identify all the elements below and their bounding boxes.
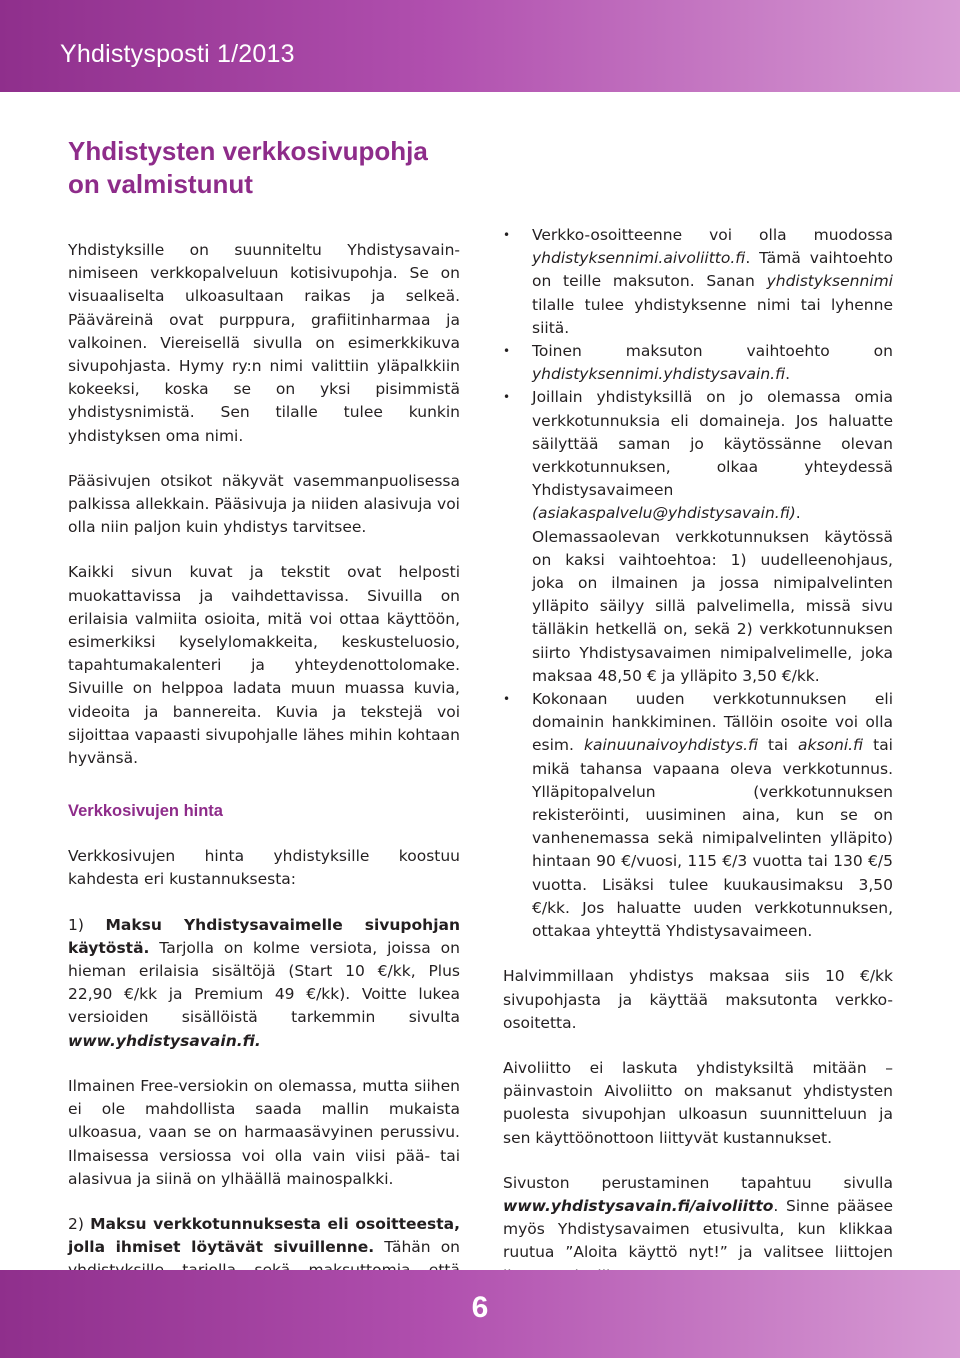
list-item [503,688,893,943]
price-subheading: Verkkosivujen hinta [68,802,223,821]
domain-options-list [503,224,893,943]
price-intro-paragraph: Verkkosivujen hinta yhdistyksille koostuu kahdesta eri kustannuksesta: [68,847,460,889]
cheapest-paragraph: Halvimmillaan yhdistys maksaa siis 10 €/kk sivupohjasta ja käyttää maksutonta verkko-osoitetta. [503,967,893,1032]
bullet-icon: • [503,390,511,405]
article-title-line1: Yhdistysten verkkosivupohja [68,136,428,166]
list-item [503,386,893,688]
cost-2-text: Tähän on [384,1238,460,1257]
cost-2-heading: Maksu verkkotunnuksesta eli osoitteesta, jolla ihmiset löytävät sivuillenne. [68,1214,460,1257]
article-title [68,135,460,201]
cost-2-number: 2) [68,1214,91,1233]
article-title-line2: on valmistunut [68,169,253,199]
setup-paragraph: Sivuston perustaminen tapahtuu sivulla www.yhdistysavain.fi/aivoliitto. Sinne pääsee myös Yhdistysavaimen etusivulta, kun klikkaa ruutua ”Aloita käyttö nyt!” ja valitsee liittojen [503,1173,893,1262]
bullet-icon: • [503,344,511,359]
list-item [503,224,893,340]
right-column [503,224,893,1288]
cost-1-text: Tarjolla on kolme versiota, joissa on hieman erilaisia sisältöjä (Start 10 €/kk, Plus 22,90 €/kk ja Premium 49 €/kk). Voitte lukea versioiden sisällöistä tarkemmin sivulta [68,938,460,1027]
free-version-paragraph: Ilmainen Free-versiokin on olemassa, mutta siihen ei ole mahdollista saada mallin mukaista ulkoasua, vaan se on harmaasävyinen perussivu. Ilmaisessa versiossa voi olla vain viisi pää- tai alasivua ja siinä on ylhäällä mainospalkki. [68,1076,460,1188]
left-column [68,135,460,1306]
cost-1-paragraph [68,914,460,1053]
cost-1-heading: Maksu Yhdistysavaimelle sivupohjan käytöstä. [68,915,460,957]
aivoliitto-setup-link[interactable]: www.yhdistysavain.fi/aivoliitto [503,1196,774,1215]
editing-paragraph: Kaikki sivun kuvat ja tekstit ovat helposti muokattavissa ja vaihdettavissa. Sivuilla on erilaisia valmiita osioita, mitä voi ottaa käyttöön, esimerkiksi kyselylomakkeita, keskusteluosio, tapahtumakalenteri ja yhteydenottolomake. Sivuille on helppoa ladata muun muassa kuvia, videoita ja bannereita. Kuvia ja tekstejä voi sijoittaa vapaasti sivupohjalle lähes mihin kohtaan hyvänsä. [68,563,460,768]
header-band [0,0,960,92]
bullet-icon: • [503,228,511,242]
page-number: 6 [471,1291,489,1324]
list-item [503,340,893,386]
publication-title: Yhdistysposti 1/2013 [60,40,295,68]
yhdistysavain-link[interactable]: www.yhdistysavain.fi. [68,1031,261,1050]
cost-1-number: 1) [68,915,106,934]
bullet-4-text: Kokonaan uuden verkkotunnuksen eli domainin hankkiminen. Tällöin osoite voi olla esim. kainuunaivoyhdistys.fi tai aksoni.fi tai mikä tahansa vapaana oleva verkkotunnus. Ylläpitopalvelun (verkkotunnuksen rekisteröinti, uusiminen aina, kun se on vanhenemassa sekä nimipalvelinten ylläpito) hintaan 90 €/vuosi, 115 €/3 vuotta tai 130 €/5 vuotta. Lisäksi tulee kuukausimaksu 3,50 €/kk. Jos haluatte uuden verkkotunnuksen, ottakaa yhteyttä Yhdistysavaimeen. [532,690,893,941]
navigation-paragraph: Pääsivujen otsikot näkyvät vasemmanpuolisessa palkissa allekkain. Pääsivuja ja niiden alasivuja voi olla niin paljon kuin yhdistys tarvitsee. [68,471,460,537]
intro-paragraph: Yhdistyksille on suunniteltu Yhdistysavain-nimiseen verkkopalveluun kotisivupohja. Se on visuaaliselta ulkoasultaan raikas ja selkeä. Pääväreinä ovat purppura, grafiitinharmaa ja valkoinen. Viereisellä sivulla on esimerkkikuva sivupohjasta. Hymy ry:n nimi valittiin yläpalkkiin kokeeksi, koska se on yksi pisimmistä yhdistysnimistä. Sen tilalle tulee kunkin yhdistyksen oma nimi. [68,241,460,445]
aivoliitto-paragraph: Aivoliitto ei laskuta yhdistyksiltä mitään – päinvastoin Aivoliitto on maksanut yhdistysten puolesta sivupohjan ulkoasun suunnitteluun ja sen käyttöönottoon liittyvät kustannukset. [503,1058,893,1147]
bullet-1-text: Verkko-osoitteenne voi olla muodossa yhdistyksennimi.aivoliitto.fi. Tämä vaihtoehto on teille maksuton. Sanan yhdistyksennimi tilalle tulee yhdistyksenne nimi tai lyhenne siitä. [532,226,893,337]
bullet-icon: • [503,692,511,707]
bullet-3-text: Joillain yhdistyksillä on jo olemassa omia verkkotunnuksia eli domaineja. Jos haluatte säilyttää saman jo käytössänne olevan verkkotunnuksen, olkaa yhteydessä Yhdistysavaimeen (asiakaspalvelu@yhdistysavain.fi). Olemassaolevan verkkotunnuksen käytössä on kaksi vaihtoehtoa: 1) uudelleenohjaus, joka on ilmainen ja jossa nimipalvelinten ylläpito säilyy sillä palvelimella, missä sivu tälläkin hetkellä on, sekä 2) verkkotunnuksen siirto Yhdistysavaimen nimipalvelimelle, joka maksaa 48,50 € ja ylläpito 3,50 €/kk. [532,388,893,685]
bullet-2-text: Toinen maksuton vaihtoehto on yhdistyksennimi.yhdistysavain.fi. [532,342,893,384]
